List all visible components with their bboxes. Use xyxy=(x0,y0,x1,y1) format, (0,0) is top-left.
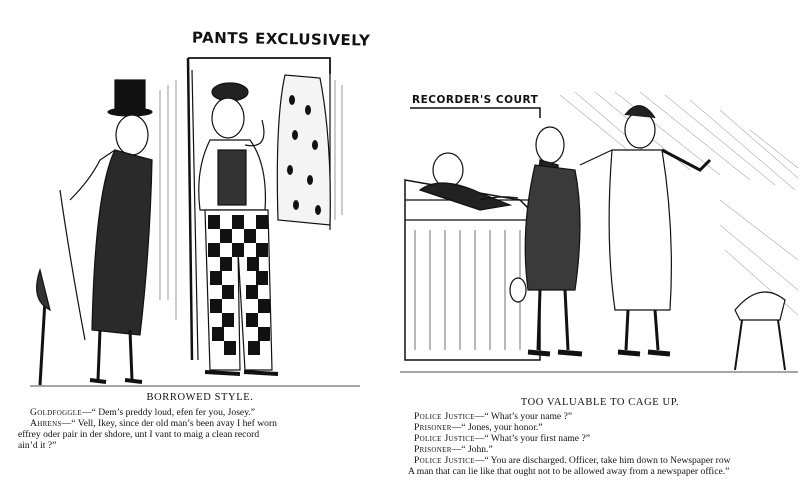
dialogue-line: Goldfoggle—“ Dem’s preddy loud, efen fer you, Josey.” xyxy=(30,407,256,418)
left-caption-title: BORROWED STYLE. xyxy=(146,392,254,403)
dialogue-line: Police Justice—“ What’s your name ?” xyxy=(414,411,573,422)
shop-sign: PANTS EXCLUSIVELY xyxy=(191,28,371,50)
right-dialogue xyxy=(408,411,731,477)
borrowed-style-illustration xyxy=(0,0,400,390)
dialogue-line: Ahrens—“ Vell, Ikey, since der old man’s been avay I hef worn xyxy=(30,418,277,429)
court-sign: RECORDER'S COURT xyxy=(412,94,539,106)
dialogue-line: A man that can lie like that ought not to be allowed away from a newspaper office.” xyxy=(408,466,730,477)
dialogue-line: Prisoner—“ John.” xyxy=(414,444,493,455)
cartoon-right xyxy=(400,0,800,488)
dialogue-line: Prisoner—“ Jones, your honor.” xyxy=(414,422,543,433)
dialogue-line: ain’d it ?” xyxy=(18,440,57,451)
dialogue-line: Police Justice—“ You are discharged. Officer, take him down to Newspaper row xyxy=(414,455,731,466)
left-dialogue xyxy=(18,407,277,451)
dialogue-line: effrey oder pair in der shdore, unt I vant to maig a clean record xyxy=(18,429,260,440)
right-caption-title: TOO VALUABLE TO CAGE UP. xyxy=(520,397,680,408)
dialogue-line: Police Justice—“ What’s your first name ?” xyxy=(414,433,590,444)
courtroom-illustration xyxy=(400,0,800,395)
